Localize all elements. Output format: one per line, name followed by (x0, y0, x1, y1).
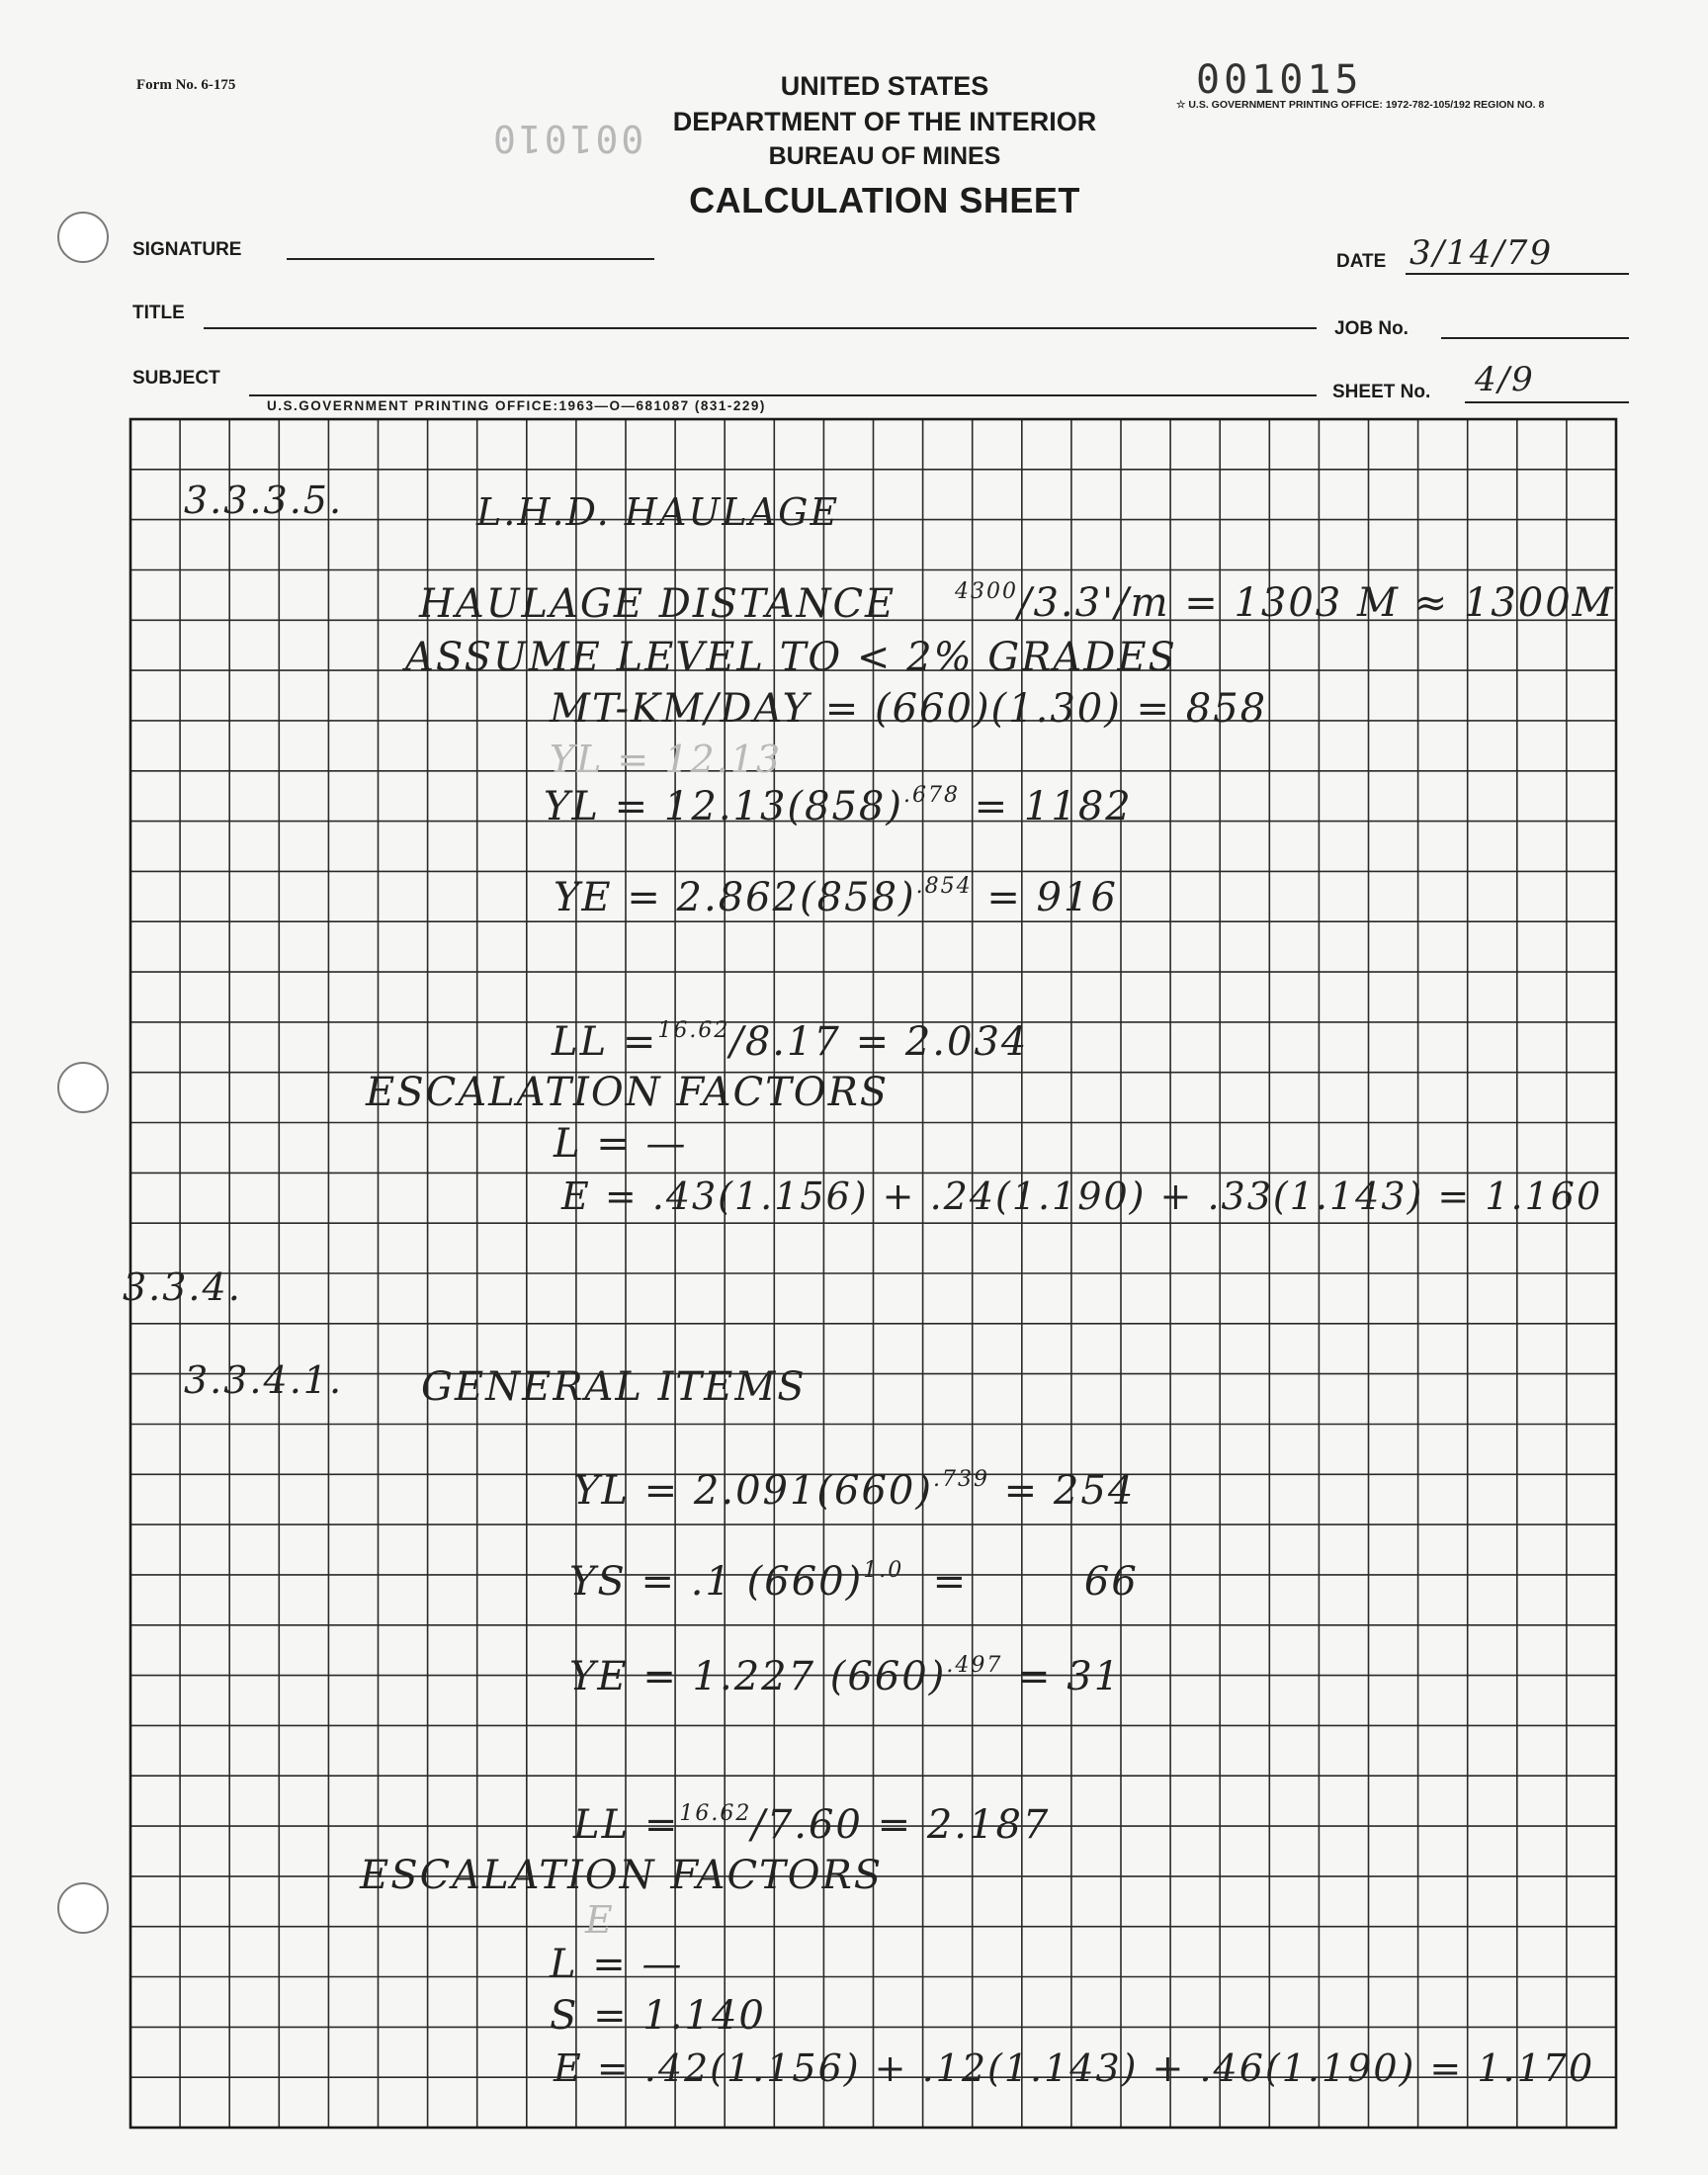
general-items-ys-equation: YS = .1 $(660)^{1.0}$ = 66 (569, 1558, 1139, 1605)
escalation-factors-heading-2: ESCALATION FACTORS (360, 1853, 884, 1898)
mt-km-per-day-equation: MT-KM/DAY = (660)(1.30) = 858 (550, 686, 1268, 732)
escalation-l-value-2: L = — (550, 1942, 684, 1987)
subject-label: SUBJECT (132, 368, 220, 389)
haulage-ll-equation: LL =$^{16.62}$/8.17 = 2.034 (552, 1018, 1029, 1065)
sheet-number-label: SHEET No. (1332, 382, 1431, 402)
haulage-distance-calc: $^{4300}$/3.3'/m = 1303 M ≈ 1300M (955, 579, 1615, 626)
escalation-e-equation-2: E = .42(1.156) + .12(1.143) + .46(1.190) = 1.170 (554, 2046, 1595, 2090)
escalation-l-value-1: L = — (554, 1121, 688, 1167)
signature-label: SIGNATURE (132, 239, 242, 260)
assume-grade-note: ASSUME LEVEL TO < 2% GRADES (405, 635, 1177, 680)
sheet-title: CALCULATION SHEET (689, 180, 1080, 220)
agency-line-3: BUREAU OF MINES (768, 142, 1001, 170)
gpo-imprint-subject: U.S.GOVERNMENT PRINTING OFFICE:1963—O—681087 (831-229) (267, 398, 766, 413)
section-3335-number: 3.3.3.5. (184, 478, 344, 522)
title-label: TITLE (132, 303, 185, 323)
job-number-label: JOB No. (1334, 318, 1409, 339)
gpo-imprint-top: ☆ U.S. GOVERNMENT PRINTING OFFICE: 1972-782-105/192 REGION NO. 8 (1176, 99, 1545, 111)
escalation-faint-letter: E (585, 1898, 615, 1942)
agency-line-1: UNITED STATES (780, 71, 989, 101)
escalation-e-equation-1: E = .43(1.156) + .24(1.190) + .33(1.143) = 1.160 (561, 1174, 1603, 1218)
general-items-yl-equation: YL = $2.091(660)^{.739} = 254$ (573, 1467, 1136, 1514)
escalation-factors-heading-1: ESCALATION FACTORS (366, 1070, 890, 1115)
haulage-distance-label: HAULAGE DISTANCE (419, 581, 897, 627)
date-label: DATE (1336, 251, 1387, 272)
faint-number-stamp: 001010 (490, 117, 644, 160)
section-334-number: 3.3.4. (123, 1265, 242, 1309)
section-3335-title: L.H.D. HAULAGE (476, 490, 840, 534)
general-items-ye-equation: YE = 1.227 $(660)^{.497} = 31$ (569, 1653, 1122, 1699)
document-number-stamp: 001015 (1196, 57, 1363, 103)
escalation-s-value-2: S = 1.140 (550, 1993, 766, 2039)
date-value: 3/14/79 (1409, 233, 1554, 273)
general-items-ll-equation: LL =$^{16.62}$/7.60 = 2.187 (573, 1801, 1051, 1848)
section-3341-number: 3.3.4.1. (184, 1358, 344, 1402)
haulage-yl-equation: YL = $12.13(858)^{.678} = 1182$ (544, 783, 1133, 829)
sheet-number-value: 4/9 (1475, 360, 1535, 399)
crossed-out-scratch: YL = 12.13 (550, 738, 783, 781)
agency-line-2: DEPARTMENT OF THE INTERIOR (672, 107, 1097, 136)
form-number: Form No. 6-175 (136, 77, 236, 93)
haulage-ye-equation: YE = $2.862(858)^{.854} = 916$ (554, 874, 1118, 920)
section-3341-title: GENERAL ITEMS (421, 1364, 807, 1410)
